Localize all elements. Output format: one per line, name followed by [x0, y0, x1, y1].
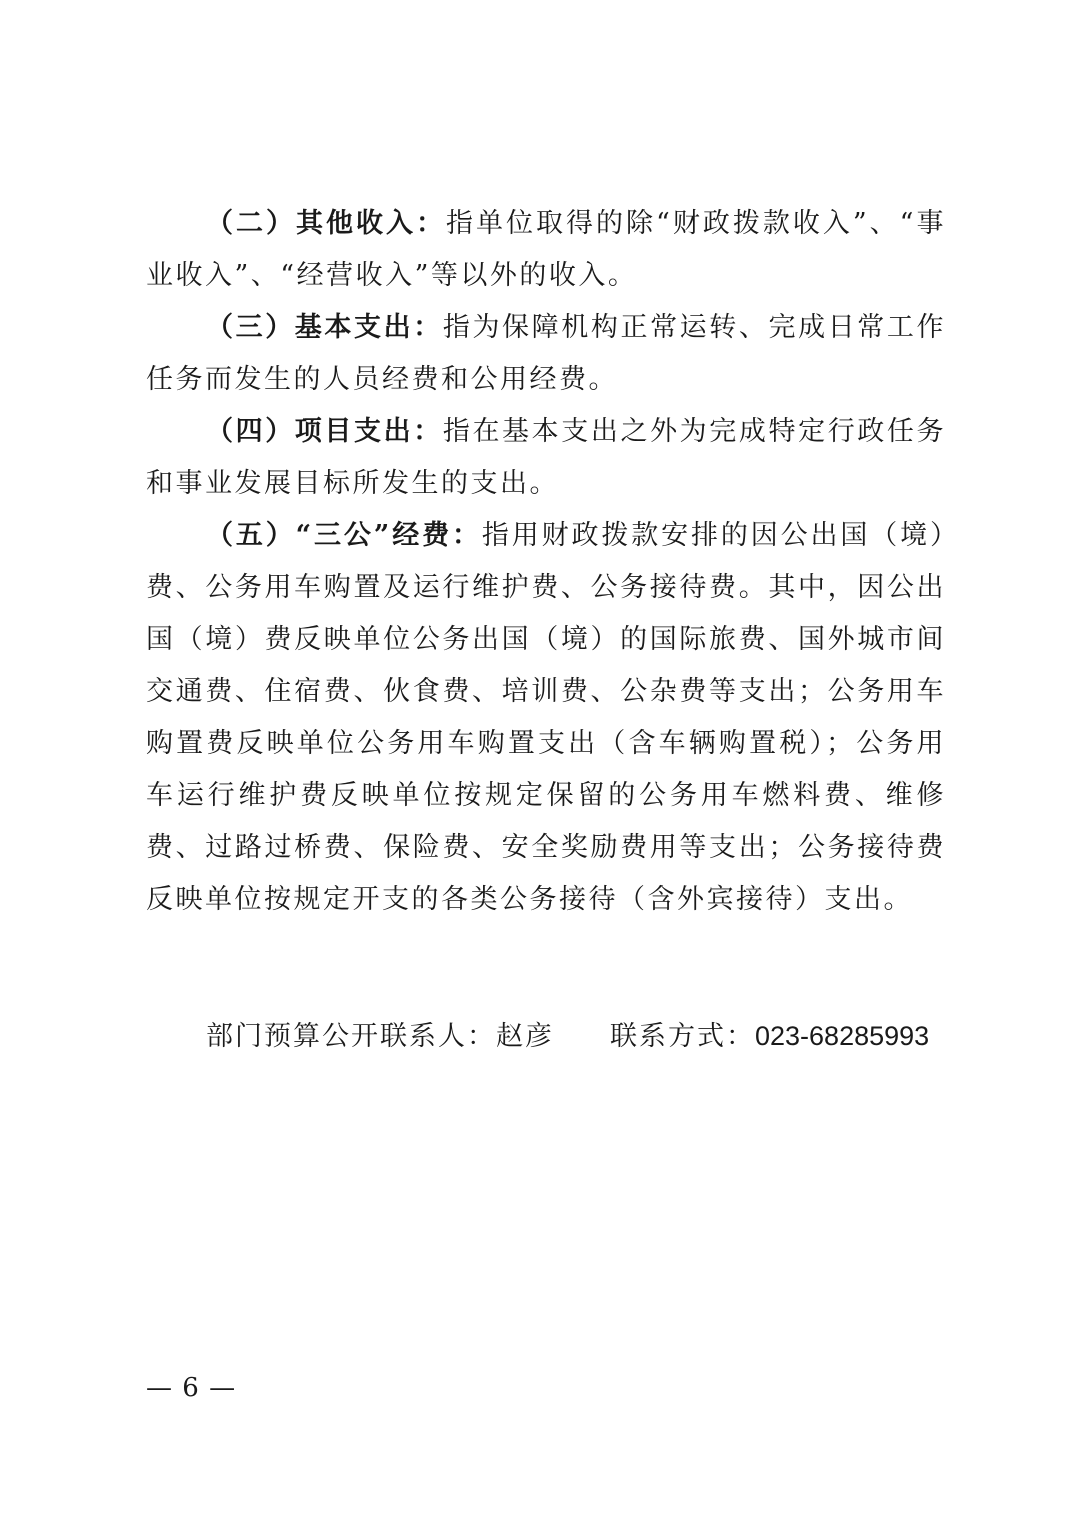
- section-other-income: [146, 198, 946, 302]
- section-text: 指单位取得的除“财政拨款收入”、“事业收入”、“经营收入”等以外的收入。: [146, 208, 946, 291]
- section-term: （五）“三公”经费：: [206, 520, 482, 551]
- page-number: — 6 —: [146, 1373, 237, 1403]
- contact-line: [206, 1010, 929, 1063]
- contact-phone: 023-68285993: [755, 1021, 930, 1051]
- section-text: 指用财政拨款安排的因公出国（境）费、公务用车购置及运行维护费、公务接待费。其中，因公出国（境）费反映单位公务出国（境）的国际旅费、国外城市间交通费、住宿费、伙食费、培训费、公杂费等支出；公务用车购置费反映单位公务用车购置支出（含车辆购置税）；公务用车运行维护费反映单位按规定保留的公务用车燃料费、维修费、过路过桥费、保险费、安全奖励费用等支出；公务接待费反映单位按规定开支的各类公务接待（含外宾接待）支出。: [146, 520, 947, 915]
- section-term: （二）其他收入：: [206, 208, 447, 239]
- section-term: （三）基本支出：: [206, 312, 443, 343]
- section-text: 指为保障机构正常运转、完成日常工作任务而发生的人员经费和公用经费。: [146, 312, 947, 395]
- section-three-public-expenses: [146, 510, 946, 926]
- section-term: （四）项目支出：: [206, 416, 443, 447]
- section-project-expenditure: [146, 406, 946, 510]
- contact-person: 部门预算公开联系人：赵彦: [206, 1021, 554, 1052]
- contact-method-label: 联系方式：: [610, 1021, 755, 1052]
- section-basic-expenditure: [146, 302, 946, 406]
- section-text: 指在基本支出之外为完成特定行政任务和事业发展目标所发生的支出。: [146, 416, 947, 499]
